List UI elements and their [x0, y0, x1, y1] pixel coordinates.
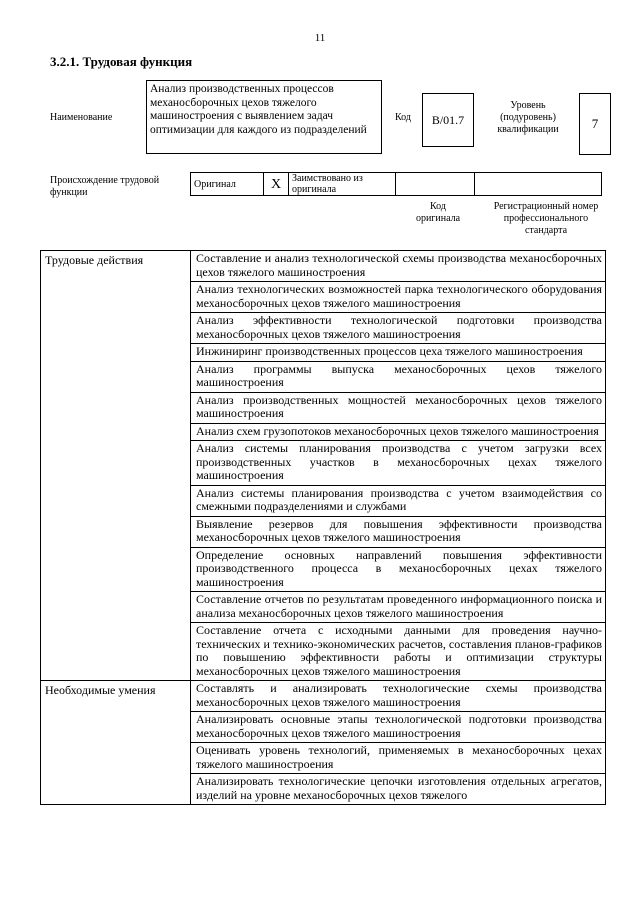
section-item: Выявление резервов для повышения эффективности производства механосборочных цехов тяжелого машиностроения: [191, 516, 606, 547]
section-item: Составление отчетов по результатам проведенного информационного поиска и анализа механосборочных цехов тяжелого машиностроения: [191, 592, 606, 623]
code-label: Код: [395, 112, 411, 123]
section-item: Анализ системы планирования производства с учетом взаимодействия со смежными подразделениями и службами: [191, 485, 606, 516]
original-mark: X: [264, 173, 289, 196]
section-item: Анализ производственных мощностей механосборочных цехов тяжелого машиностроения: [191, 392, 606, 423]
code-value-box: B/01.7: [422, 93, 474, 147]
section-label: Необходимые умения: [41, 681, 191, 805]
page-number: 11: [314, 32, 326, 44]
function-details-table: [40, 250, 606, 805]
table-row: [41, 251, 606, 282]
section-title: 3.2.1. Трудовая функция: [50, 54, 193, 69]
section-item: Анализ программы выпуска механосборочных цехов тяжелого машиностроения: [191, 361, 606, 392]
code-original-label: Код оригинала: [415, 201, 461, 224]
section-item: Анализировать технологические цепочки изготовления отдельных агрегатов, изделий на уровне механосборочных цехов тяжелого: [191, 774, 606, 805]
section-item: Составление и анализ технологической схемы производства механосборочных цехов тяжелого машиностроения: [191, 251, 606, 282]
registration-number-cell: [475, 173, 602, 196]
section-item: Оценивать уровень технологий, применяемых в механосборочных цехах тяжелого машиностроения: [191, 743, 606, 774]
origin-label: Происхождение трудовой функции: [50, 175, 160, 198]
section-item: Составлять и анализировать технологические схемы производства механосборочных цехов тяжелого машиностроения: [191, 681, 606, 712]
qualification-level-box: 7: [579, 93, 611, 155]
section-item: Составление отчета с исходными данными для проведения научно-технических и технико-экономических расчетов, составления планов-графиков по повышению эффективности работы и оптимизации структуры механосборочных цехов тяжелого машиностроения: [191, 623, 606, 681]
section-item: Анализ схем грузопотоков механосборочных цехов тяжелого машиностроения: [191, 423, 606, 441]
section-label: Трудовые действия: [41, 251, 191, 681]
section-item: Анализ эффективности технологической подготовки производства механосборочных цехов тяжелого машиностроения: [191, 313, 606, 344]
registration-number-label: Регистрационный номер профессионального стандарта: [493, 201, 599, 236]
origin-table: [190, 172, 602, 196]
original-label: Оригинал: [191, 173, 264, 196]
qualification-level-label: Уровень (подуровень) квалификации: [497, 100, 559, 135]
borrowed-label: Заимствовано из оригинала: [289, 173, 396, 196]
function-name-box: Анализ производственных процессов механосборочных цехов тяжелого машиностроения с выявлением задач оптимизации для каждого из подразделений: [146, 80, 382, 154]
section-item: Анализировать основные этапы технологической подготовки производства механосборочных цехов тяжелого машиностроения: [191, 712, 606, 743]
section-item: Определение основных направлений повышения эффективности производственного процесса в механосборочных цехах тяжелого машиностроения: [191, 547, 606, 592]
section-item: Анализ системы планирования производства с учетом загрузки всех производственных участков в механосборочных цехах тяжелого машиностроения: [191, 441, 606, 486]
table-row: [41, 681, 606, 712]
name-label: Наименование: [50, 112, 113, 123]
section-item: Анализ технологических возможностей парка технологического оборудования механосборочных цехов тяжелого машиностроения: [191, 282, 606, 313]
section-item: Инжиниринг производственных процессов цеха тяжелого машиностроения: [191, 344, 606, 362]
original-code-cell: [396, 173, 475, 196]
